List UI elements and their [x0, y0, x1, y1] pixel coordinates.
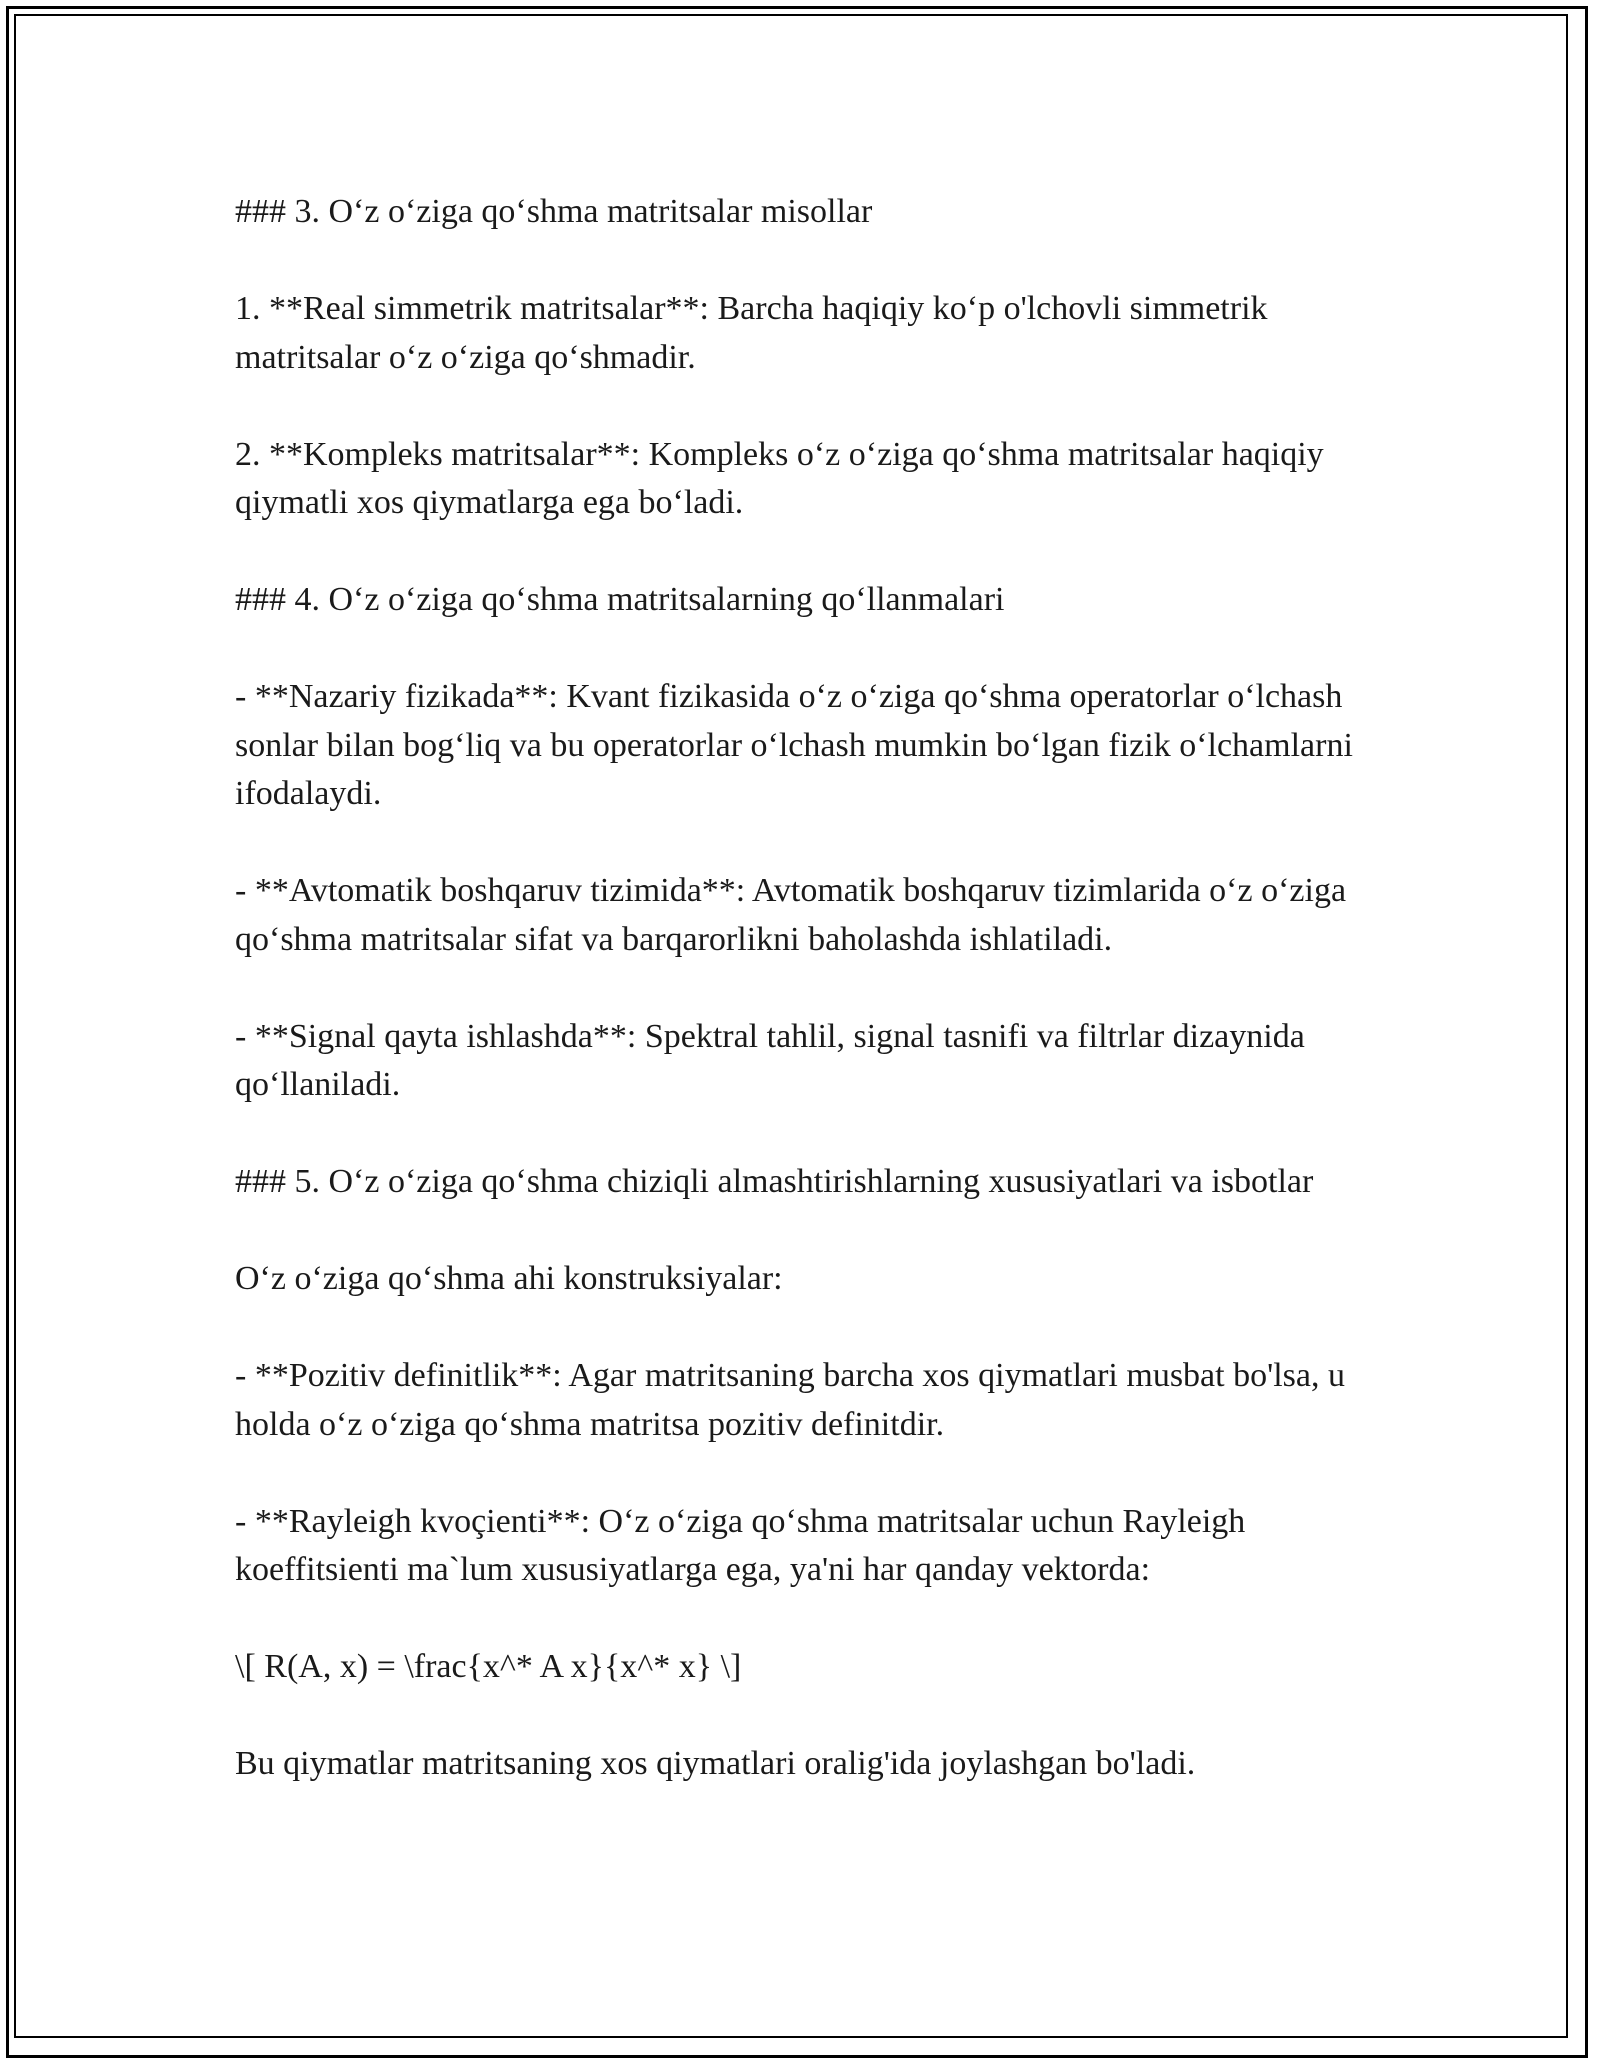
- list-item-real-symmetric: 1. **Real simmetrik matritsalar**: Barcha haqiqiy ko‘p o'lchovli simmetrik matritsalar o‘z o‘ziga qo‘shmadir.: [235, 290, 1277, 376]
- section-heading-5: ### 5. O‘z o‘ziga qo‘shma chiziqli almashtirishlarning xususiyatlari va isbotlar: [235, 1163, 1314, 1200]
- section-heading-4: ### 4. O‘z o‘ziga qo‘shma matritsalarning qo‘llanmalari: [235, 581, 1005, 618]
- bullet-positive-definite: - **Pozitiv definitlik**: Agar matritsaning barcha xos qiymatlari musbat bo'lsa, u holda o‘z o‘ziga qo‘shma matritsa pozitiv definitdir.: [235, 1357, 1354, 1443]
- paragraph-constructions: O‘z o‘ziga qo‘shma ahi konstruksiyalar:: [235, 1260, 783, 1297]
- section-heading-3: ### 3. O‘z o‘ziga qo‘shma matritsalar misollar: [235, 193, 873, 230]
- bullet-rayleigh-quotient: - **Rayleigh kvoçienti**: O‘z o‘ziga qo‘shma matritsalar uchun Rayleigh koeffitsienti ma`lum xususiyatlarga ega, ya'ni har qanday vektorda:: [235, 1502, 1254, 1588]
- formula-rayleigh: \[ R(A, x) = \frac{x^* A x}{x^* x} \]: [235, 1648, 742, 1685]
- bullet-automatic-control: - **Avtomatik boshqaruv tizimida**: Avtomatik boshqaruv tizimlarida o‘z o‘ziga qo‘shma matritsalar sifat va barqarorlikni baholashda ishlatiladi.: [235, 872, 1355, 958]
- bullet-signal-processing: - **Signal qayta ishlashda**: Spektral tahlil, signal tasnifi va filtrlar dizaynida qo‘llaniladi.: [235, 1017, 1314, 1103]
- list-item-complex: 2. **Kompleks matritsalar**: Kompleks o‘z o‘ziga qo‘shma matritsalar haqiqiy qiymatli xos qiymatlarga ega bo‘ladi.: [235, 435, 1333, 521]
- paragraph-conclusion: Bu qiymatlar matritsaning xos qiymatlari oralig'ida joylashgan bo'ladi.: [235, 1745, 1196, 1782]
- document-body: [235, 188, 1365, 1837]
- bullet-theoretical-physics: - **Nazariy fizikada**: Kvant fizikasida o‘z o‘ziga qo‘shma operatorlar o‘lchash sonlar bilan bog‘liq va bu operatorlar o‘lchash mumkin bo‘lgan fizik o‘lchamlarni ifodalaydi.: [235, 678, 1362, 812]
